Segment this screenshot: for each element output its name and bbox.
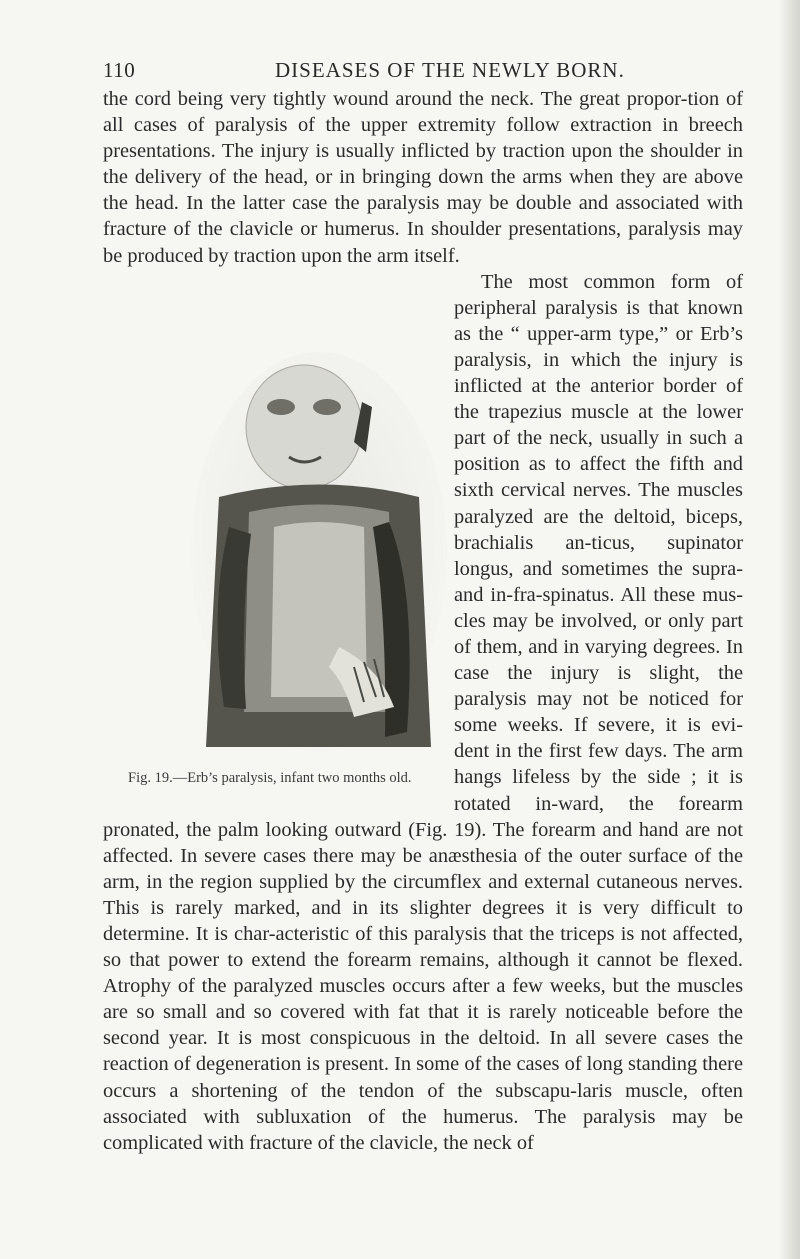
figure-caption: Fig. 19.—Erb’s paralysis, infant two months old. [128,769,412,786]
body-text [103,86,743,1156]
running-title: DISEASES OF THE NEWLY BORN. [275,58,625,82]
paragraph-2 [103,269,743,1156]
page-edge-shadow [778,0,800,1259]
page-number: 110 [103,58,136,82]
figure-19 [79,347,444,792]
paragraph-1: the cord being very tightly wound around the neck. The great propor-tion of all cases of paralysis of the upper extremity follow extraction in breech presentations. The injury is usually inflicted by traction upon the shoulder in the delivery of the head, or in bringing down the arms when they are above the head. In the latter case the paralysis may be double and associated with fracture of the clavicle or humerus. In shoulder presentations, paralysis may be produced by traction upon the arm itself. [103,88,743,267]
paragraph-2-text: The most common form of peripheral paralysis is that known as the “ upper-arm type,” or Erb’s paralysis, in which the injury is inflicted at the anterior border of the trapezius muscle at the lower part of the neck, usually in such a position as to affect the fifth and sixth cervical nerves. The muscles paralyzed are the deltoid, biceps, brachialis an-ticus, supinator longus, and sometimes the supra- and in-fra-spinatus. All these mus-cles may be involved, or only part of them, and in varying degrees. In case the injury is slight, the paralysis may not be noticed for some weeks. If severe, it is evi-dent in the first few days. The arm hangs lifeless by the side ; it is rotated in-ward, the forearm pronated, the palm looking outward (Fig. 19). The forearm and hand are not affected. In severe cases there may be anæsthesia of the outer surface of the arm, in the region supplied by the circumflex and external cutaneous nerves. This is rarely marked, and in its slighter degrees it is very difficult to determine. It is char-acteristic of this paralysis that the triceps is not affected, so that power to extend the forearm remains, although it cannot be flexed. Atrophy of the paralyzed muscles occurs after a few weeks, but the muscles are so small and so covered with fat that it is rarely noticeable before the second year. It is most conspicuous in the deltoid. In all severe cases the reaction of degeneration is present. In some of the cases of long standing there occurs a shortening of the tendon of the subscapu-laris muscle, often associated with subluxation of the humerus. The paralysis may be complicated with fracture of the clavicle, the neck of [103,270,743,1154]
infant-photograph [189,347,449,757]
infant-head [246,365,362,489]
